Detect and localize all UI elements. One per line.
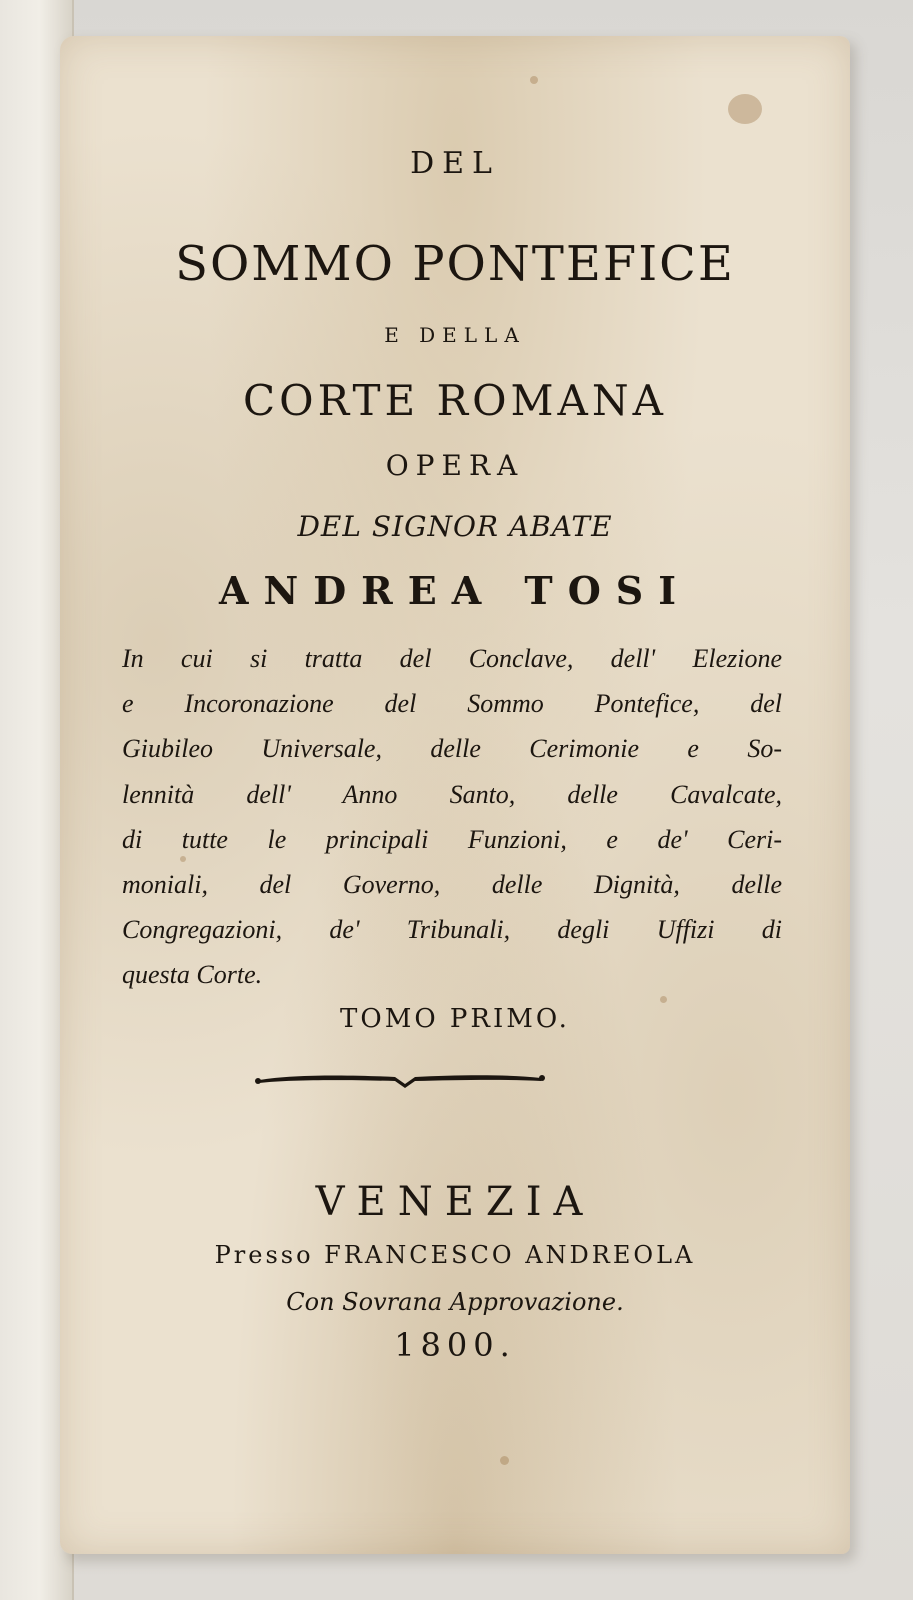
title-page-text (60, 36, 850, 1554)
author-name: ANDREA TOSI (218, 568, 692, 613)
description-paragraph (122, 636, 782, 998)
title-line-1: SOMMO PONTEFICE (175, 236, 735, 292)
decorative-rule-ornament (255, 1066, 545, 1090)
description-line: lennità dell' Anno Santo, delle Cavalcate, (122, 779, 782, 809)
approval-line: Con Sovrana Approvazione. (286, 1288, 624, 1316)
description-line: questa Corte. (122, 960, 263, 990)
volume-label: TOMO PRIMO. (340, 1004, 570, 1034)
description-line: Giubileo Universale, delle Cerimonie e So- (122, 734, 782, 764)
description-line: Congregazioni, de' Tribunali, degli Uffizi di (122, 915, 782, 945)
line-del-signor-abate: DEL SIGNOR ABATE (297, 510, 613, 543)
line-del: DEL (410, 146, 500, 181)
title-page (60, 36, 850, 1554)
line-e-della: E DELLA (384, 323, 526, 347)
publication-year: 1800. (394, 1326, 516, 1364)
line-opera: OPERA (385, 449, 525, 482)
description-line: di tutte le principali Funzioni, e de' Ceri- (122, 824, 782, 854)
description-line: e Incoronazione del Sommo Pontefice, del (122, 689, 782, 719)
title-line-2: CORTE ROMANA (243, 376, 667, 425)
description-line: In cui si tratta del Conclave, dell' Elezione (122, 644, 782, 673)
description-line: moniali, del Governo, delle Dignità, delle (122, 869, 782, 899)
place-of-publication: VENEZIA (315, 1179, 595, 1225)
publisher-line: Presso FRANCESCO ANDREOLA (214, 1241, 696, 1269)
